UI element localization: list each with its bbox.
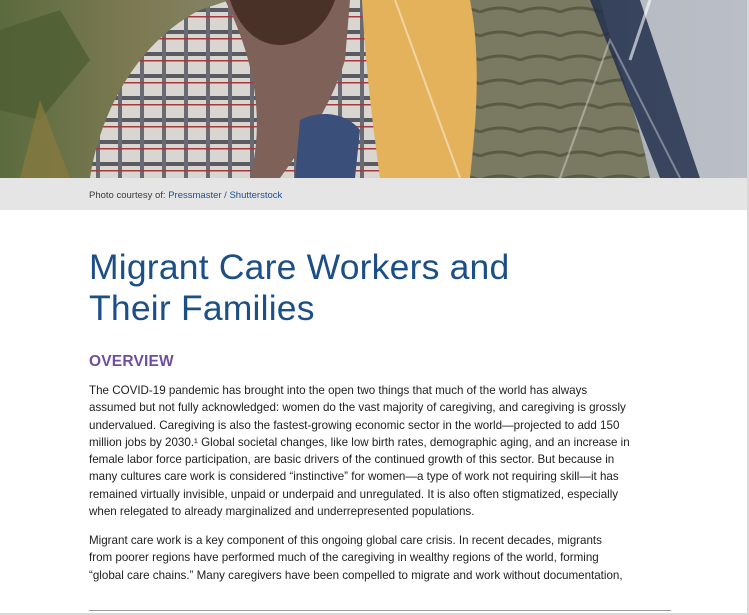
overview-paragraph-1 [89, 382, 679, 520]
hero-photo-image [0, 0, 749, 178]
paragraph-line: when relegated to already marginalized and underrepresented populations. [89, 505, 475, 519]
paragraph-line: assumed but not fully acknowledged: women do the vast majority of caregiving, and caregiving is grossly [89, 401, 626, 415]
document-title [89, 247, 509, 329]
paragraph-line: many cultures care work is considered “instinctive” for women—a type of work not requiring skill—it has [89, 470, 619, 484]
paragraph-line: Migrant care work is a key component of this ongoing global care crisis. In recent decades, migrants [89, 534, 602, 547]
paragraph-line: female labor force participation, are basic drivers of the continued growth of this sector. But because in [89, 453, 615, 467]
photo-credit-link[interactable]: Pressmaster / Shutterstock [168, 190, 283, 201]
paragraph-line: from poorer regions have performed much of the caregiving in wealthy regions of the world, forming [89, 551, 599, 565]
hero-photo [0, 0, 749, 178]
section-heading: OVERVIEW [89, 353, 174, 370]
overview-paragraph-2 [89, 532, 679, 584]
footer-divider [89, 610, 671, 611]
paragraph-line: The COVID-19 pandemic has brought into the open two things that much of the world has always [89, 384, 588, 397]
title-line-2: Their Families [89, 288, 315, 328]
photo-caption [89, 190, 282, 201]
paragraph-line: remained virtually invisible, unpaid or underpaid and unregulated. It is also often stigmatized, especially [89, 487, 619, 501]
title-line-1: Migrant Care Workers and [89, 247, 510, 287]
paragraph-line: million jobs by 2030.¹ Global societal changes, like low birth rates, demographic aging, and an increase in [89, 435, 630, 449]
paragraph-line: undervalued. Caregiving is also the fastest-growing economic sector in the world—projected to add 150 [89, 418, 620, 432]
caption-prefix: Photo courtesy of: [89, 190, 169, 201]
paragraph-line: “global care chains.” Many caregivers have been compelled to migrate and work without documentation, [89, 568, 623, 582]
